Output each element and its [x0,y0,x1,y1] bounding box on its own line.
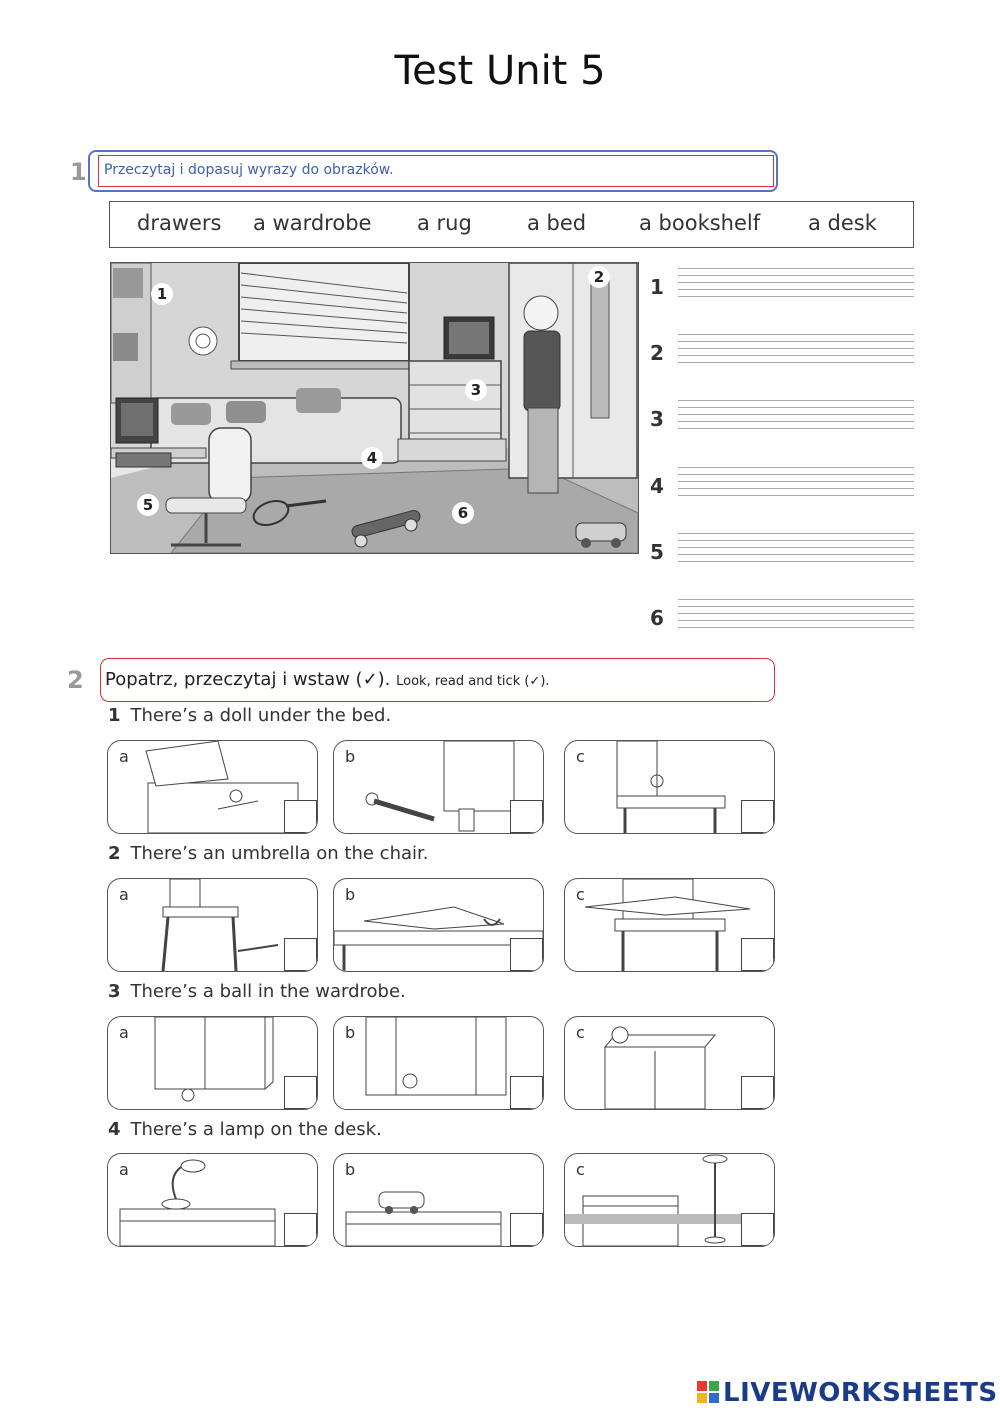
tick-box[interactable] [741,938,774,971]
q3-option-b: b [333,1016,544,1110]
picture-label: 4 [361,447,383,469]
answer-number: 2 [650,341,664,365]
picture-label: 5 [137,494,159,516]
exercise-2-number: 2 [67,666,84,694]
exercise-2-instruction: Popatrz, przeczytaj i wstaw (✓). Look, read and tick (✓). [105,669,550,690]
word-bank-item: a desk [808,211,877,235]
q2-option-a: a [107,878,318,972]
liveworksheets-icon [697,1381,719,1403]
page-title: Test Unit 5 [394,48,606,94]
answer-number: 1 [650,275,664,299]
bedroom-illustration [110,262,639,554]
q4-option-a: a [107,1153,318,1247]
question-1: 1 There’s a doll under the bed. [108,705,392,726]
tick-box[interactable] [284,1213,317,1246]
word-bank-item: a rug [417,211,472,235]
question-2: 2 There’s an umbrella on the chair. [108,843,429,864]
exercise-1-instruction-box [88,150,778,192]
question-3: 3 There’s a ball in the wardrobe. [108,981,406,1002]
tick-box[interactable] [741,800,774,833]
q1-option-c: c [564,740,775,834]
q1-option-b: b [333,740,544,834]
word-bank-item: drawers [137,211,222,235]
tick-box[interactable] [510,1076,543,1109]
tick-box[interactable] [741,1076,774,1109]
q1-option-a: a [107,740,318,834]
tick-box[interactable] [510,800,543,833]
exercise-2-instruction-box [100,658,775,702]
word-bank-item: a wardrobe [253,211,372,235]
tick-box[interactable] [284,800,317,833]
answer-field[interactable] [678,467,914,502]
q4-option-c: c [564,1153,775,1247]
tick-box[interactable] [284,1076,317,1109]
answer-number: 4 [650,474,664,498]
answer-number: 3 [650,407,664,431]
tick-box[interactable] [741,1213,774,1246]
word-bank-item: a bookshelf [639,211,761,235]
exercise-1-instruction: Przeczytaj i dopasuj wyrazy do obrazków. [104,162,394,178]
question-4: 4 There’s a lamp on the desk. [108,1119,382,1140]
answer-field[interactable] [678,533,914,568]
liveworksheets-logo: LIVEWORKSHEETS [697,1378,998,1408]
tick-box[interactable] [284,938,317,971]
q3-option-a: a [107,1016,318,1110]
q3-option-c: c [564,1016,775,1110]
q4-option-b: b [333,1153,544,1247]
picture-label: 1 [151,283,173,305]
picture-label: 2 [588,266,610,288]
exercise-1-number: 1 [70,158,87,186]
picture-label: 3 [465,379,487,401]
answer-number: 6 [650,606,664,630]
tick-box[interactable] [510,938,543,971]
answer-field[interactable] [678,400,914,435]
picture-label: 6 [452,502,474,524]
q2-option-b: b [333,878,544,972]
answer-field[interactable] [678,268,914,303]
tick-box[interactable] [510,1213,543,1246]
answer-number: 5 [650,540,664,564]
q2-option-c: c [564,878,775,972]
answer-field[interactable] [678,599,914,634]
word-bank [109,201,914,248]
answer-field[interactable] [678,334,914,369]
word-bank-item: a bed [527,211,587,235]
